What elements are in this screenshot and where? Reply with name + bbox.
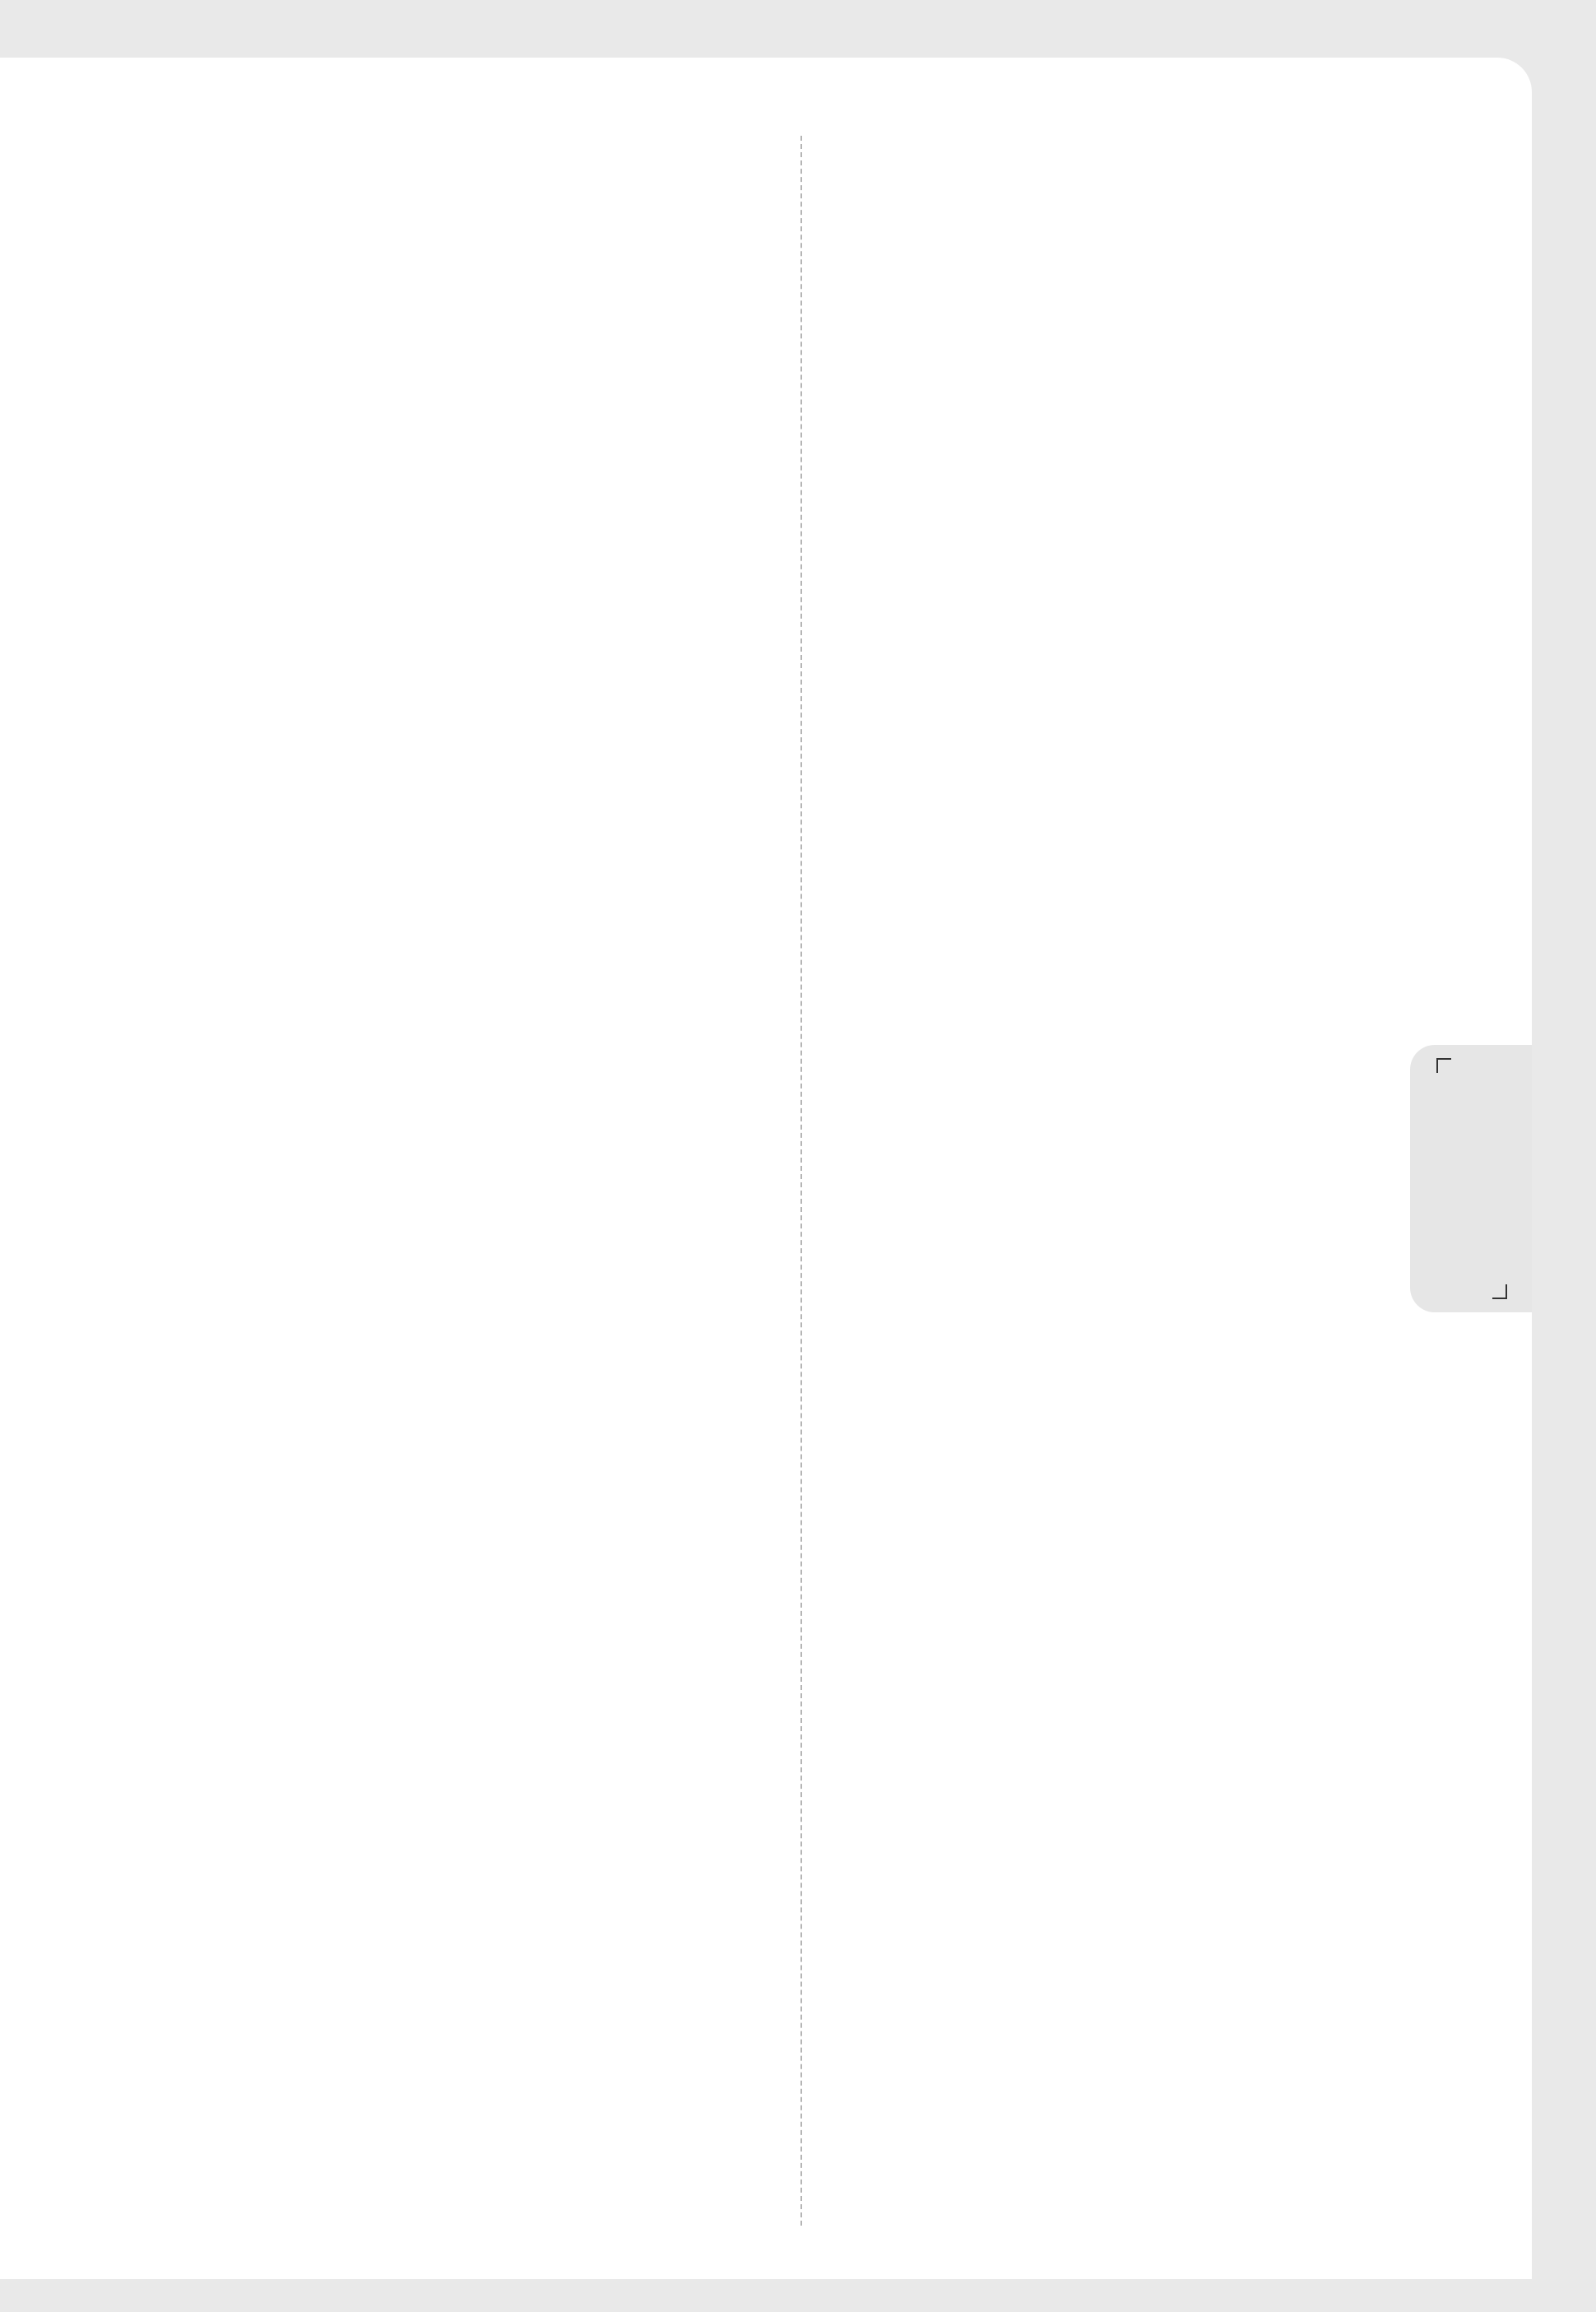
column-divider bbox=[800, 136, 802, 2226]
page bbox=[0, 58, 1532, 2279]
side-tab[interactable] bbox=[1410, 1045, 1532, 1312]
left-column bbox=[138, 128, 788, 134]
right-column bbox=[819, 128, 1459, 167]
bracket-icon bbox=[1492, 1284, 1507, 1299]
bracket-icon bbox=[1436, 1058, 1451, 1073]
